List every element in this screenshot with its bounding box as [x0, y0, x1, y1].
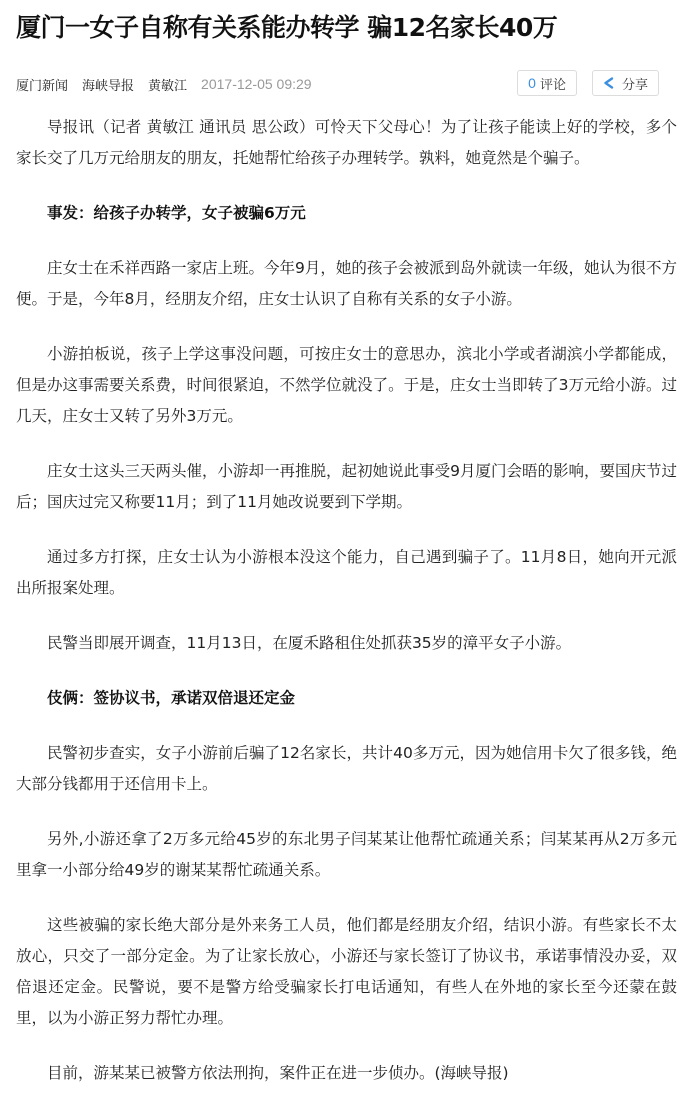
paragraph: 民警当即展开调查，11月13日，在厦禾路租住处抓获35岁的漳平女子小游。	[47, 634, 572, 652]
paragraph: 目前，游某某已被警方依法刑拘，案件正在进一步侦办。(海峡导报)	[47, 1064, 509, 1082]
author-name: 黄敏江	[148, 78, 188, 94]
share-icon	[603, 77, 614, 89]
article-title: 厦门一女子自称有关系能办转学 骗12名家长40万	[16, 13, 558, 42]
section-subtitle: 事发：给孩子办转学，女子被骗6万元	[47, 204, 306, 222]
paragraph: 小游拍板说，孩子上学这事没问题，可按庄女士的意思办，滨北小学或者湖滨小学都能成，但是办这事需要关系费，时间很紧迫，不然学位就没了。于是，庄女士当即转了3万元给小游。过几天，庄女士又转了另外3万元。	[16, 345, 677, 425]
channel-link[interactable]: 厦门新闻	[16, 78, 69, 94]
comment-label: 评论	[539, 77, 566, 93]
paragraph-lead: 导报讯（记者 黄敏江 通讯员 思公政）可怜天下父母心！为了让孩子能读上好的学校，多个家长交了几万元给朋友的朋友，托她帮忙给孩子办理转学。孰料，她竟然是个骗子。	[16, 118, 677, 167]
comment-count: 0	[528, 75, 536, 91]
paragraph: 另外,小游还拿了2万多元给45岁的东北男子闫某某让他帮忙疏通关系；闫某某再从2万多元里拿一小部分给49岁的谢某某帮忙疏通关系。	[16, 830, 677, 879]
paragraph: 庄女士这头三天两头催，小游却一再推脱，起初她说此事受9月厦门会晤的影响，要国庆节过后；国庆过完又称要11月；到了11月她改说要到下学期。	[16, 462, 677, 511]
paragraph: 民警初步查实，女子小游前后骗了12名家长，共计40多万元，因为她信用卡欠了很多钱，绝大部分钱都用于还信用卡上。	[16, 744, 677, 793]
source-name: 海峡导报	[82, 78, 135, 94]
article-meta	[16, 67, 677, 101]
share-label: 分享	[621, 77, 648, 93]
article-actions	[517, 70, 659, 96]
paragraph: 通过多方打探，庄女士认为小游根本没这个能力，自己遇到骗子了。11月8日，她向开元派出所报案处理。	[16, 548, 677, 597]
paragraph: 这些被骗的家长绝大部分是外来务工人员，他们都是经朋友介绍，结识小游。有些家长不太放心，只交了一部分定金。为了让家长放心，小游还与家长签订了协议书，承诺事情没办妥，双倍退还定金。民警说，要不是警方给受骗家长打电话通知，有些人在外地的家长至今还蒙在鼓里，以为小游正努力帮忙办理。	[16, 916, 677, 1027]
publish-time: 2017-12-05 09:29	[201, 76, 312, 92]
comment-button[interactable]	[517, 70, 577, 96]
share-button[interactable]	[592, 70, 659, 96]
article-body	[16, 112, 677, 1089]
paragraph: 庄女士在禾祥西路一家店上班。今年9月，她的孩子会被派到岛外就读一年级，她认为很不方便。于是，今年8月，经朋友介绍，庄女士认识了自称有关系的女子小游。	[16, 259, 677, 308]
section-subtitle: 伎俩：签协议书，承诺双倍退还定金	[47, 689, 296, 707]
